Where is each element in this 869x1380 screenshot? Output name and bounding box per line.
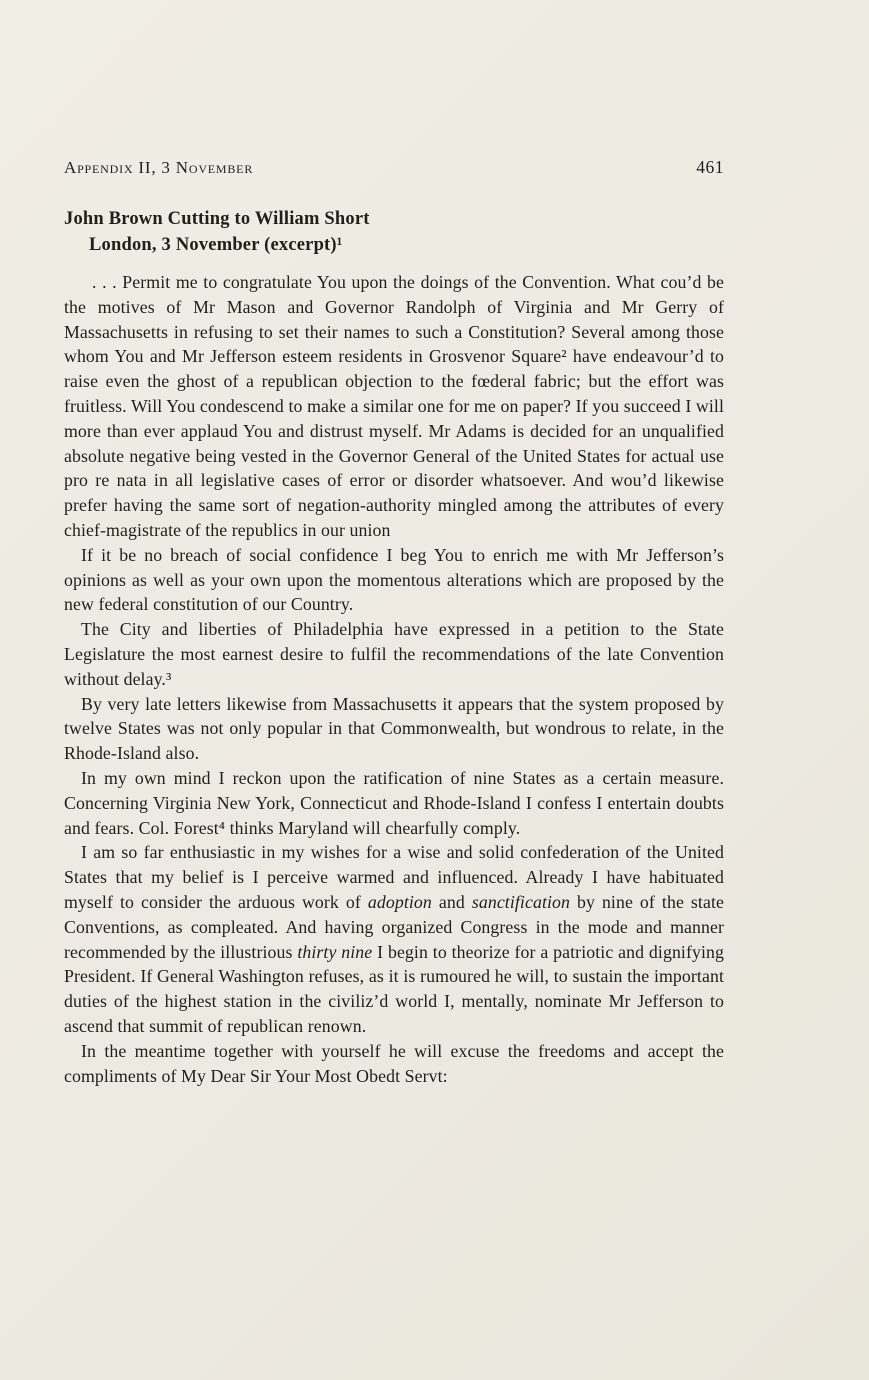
paragraph-3: The City and liberties of Philadelphia have expressed in a petition to the State Legislature the most earnest desire to fulfil the recommendations of the late Convention without delay.³ xyxy=(64,619,724,689)
paragraph-2: If it be no breach of social confidence I beg You to enrich me with Mr Jefferson’s opinions as well as your own upon the momentous alterations which are proposed by the new federal constitution of our Country. xyxy=(64,544,724,615)
paragraph-5: In my own mind I reckon upon the ratification of nine States as a certain measure. Concerning Virginia New York, Connecticut and Rhode-Island I confess I entertain doubts and fears. Col. Forest⁴ thinks Maryland will chearfully comply. xyxy=(64,767,724,838)
paragraph-6: I am so far enthusiastic in my wishes for a wise and solid confederation of the United States that my belief is I perceive warmed and influenced. Already I have habituated myself to consider the arduous work of adoption and sanctification by nine of the state Conventions, as compleated. And having organized Congress in the mode and manner recommended by the illustrious thirty nine I begin to theorize for a patriotic and dignifying President. If General Washington refuses, as it is rumoured he will, to sustain the important duties of the highest station in the civiliz’d world I, mentally, nominate Mr Jefferson to ascend that summit of republican renown. xyxy=(64,842,725,1036)
letter-title-line2: London, 3 November (excerpt)¹ xyxy=(89,235,343,255)
letter-title-line1: John Brown Cutting to William Short xyxy=(64,209,370,229)
page-number: 461 xyxy=(696,157,724,177)
paragraph-7: In the meantime together with yourself he will excuse the freedoms and accept the compliments of My Dear Sir Your Most Obedt Servt: xyxy=(64,1040,724,1086)
paragraph-4: By very late letters likewise from Massachusetts it appears that the system proposed by twelve States was not only popular in that Commonwealth, but wondrous to relate, in the Rhode-Island also. xyxy=(64,693,724,764)
letter-title xyxy=(64,206,724,258)
page-header xyxy=(64,157,724,178)
paragraph-1: . . . Permit me to congratulate You upon the doings of the Convention. What cou’d be the motives of Mr Mason and Governor Randolph of Virginia and Mr Gerry of Massachusetts in refusing to set their names to such a Constitution? Several among those whom You and Mr Jefferson esteem residents in Grosvenor Square² have endeavour’d to raise even the ghost of a republican objection to the fœderal fabric; but the effort was fruitless. Will You condescend to make a similar one for me on paper? If you succeed I will more than ever applaud You and distrust myself. Mr Adams is decided for an unqualified absolute negative being vested in the Governor General of the United States for actual use pro re nata in all legislative cases of error or disorder whatsoever. And wou’d likewise prefer having the same sort of negation-authority mingled among the attributes of every chief-magistrate of the republics in our union xyxy=(64,272,724,540)
letter-body xyxy=(64,270,724,1088)
running-head-title: Appendix II, 3 November xyxy=(64,158,254,177)
